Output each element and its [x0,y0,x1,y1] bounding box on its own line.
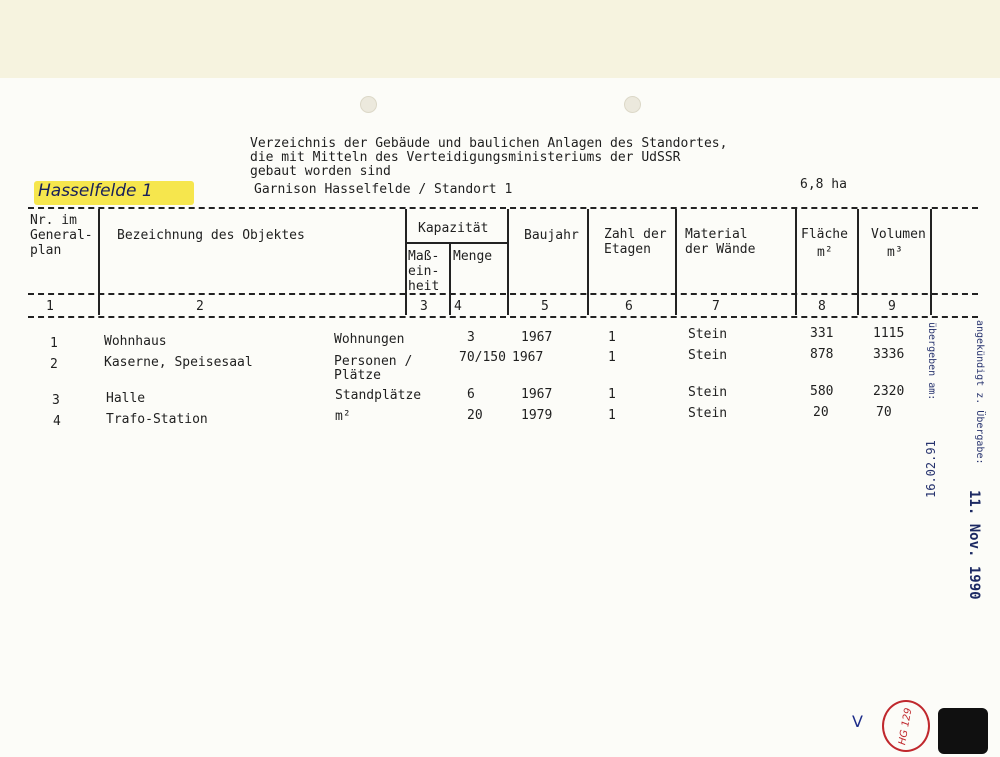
red-circle-stamp [882,700,930,752]
header-menge: Menge [453,249,493,264]
stamp-date-large: 11. Nov. 1990 [966,490,982,600]
header-masseinheit-2: ein- [408,264,440,279]
colnum-4: 4 [454,299,462,314]
table-row-amount: 20 [467,408,483,423]
table-row-year: 1967 [521,387,553,402]
table-row-year: 1967 [512,350,544,365]
table-row-unit: Wohnungen [334,332,405,347]
header-bottom-rule [28,293,978,295]
header-volumen-2: m³ [887,245,903,260]
header-masseinheit-1: Maß- [408,249,440,264]
table-row-unit: m² [335,409,351,424]
title-line-3: gebaut worden sind [250,164,391,179]
table-row-unit: Standplätze [335,388,422,403]
col-sep-4 [507,209,509,315]
table-row-unit: Personen / [334,354,413,369]
col-sep-2 [405,209,407,315]
black-tab [938,708,988,754]
kapazitaet-rule [406,242,508,244]
colnum-6: 6 [625,299,633,314]
header-etagen-2: Etagen [604,242,651,257]
header-etagen-1: Zahl der [604,227,667,242]
table-row-amount: 70/150 [459,350,506,365]
stamp-uebergeben: übergeben am: [926,322,937,401]
table-row-name: Kaserne, Speisesaal [104,355,253,370]
table-row-amount: 3 [467,330,475,345]
table-row-name: Wohnhaus [104,334,167,349]
title-line-2: die mit Mitteln des Verteidigungsministeriums der UdSSR [250,150,681,165]
table-row-material: Stein [688,327,728,342]
header-nr-3: plan [30,243,62,258]
colnum-7: 7 [712,299,720,314]
col-sep-3 [449,244,451,315]
table-row-nr: 1 [50,336,58,351]
table-row-area: 580 [810,384,834,399]
header-baujahr: Baujahr [524,228,579,243]
colnum-8: 8 [818,299,826,314]
punch-hole-left [360,96,377,113]
colnum-5: 5 [541,299,549,314]
col-sep-8 [857,209,859,315]
table-row-volume: 2320 [873,384,905,399]
header-flaeche-2: m² [817,245,833,260]
colnum-9: 9 [888,299,896,314]
header-nr-2: General- [30,228,93,243]
handwritten-location: Hasselfelde 1 [38,181,153,201]
background-sheet [0,0,1000,80]
punch-hole-right [624,96,641,113]
header-kapazitaet: Kapazität [418,221,489,236]
col-sep-1 [98,209,100,315]
table-row-floors: 1 [608,387,616,402]
table-row-nr: 4 [53,414,61,429]
colnum-3: 3 [420,299,428,314]
table-row-unit-2: Plätze [334,368,381,383]
header-material-2: der Wände [685,242,756,257]
table-row-material: Stein [688,385,728,400]
table-row-material: Stein [688,348,728,363]
table-top-rule [28,207,978,209]
table-row-area: 878 [810,347,834,362]
garrison-line: Garnison Hasselfelde / Standort 1 [254,182,513,197]
table-row-volume: 70 [876,405,892,420]
table-row-area: 331 [810,326,834,341]
table-row-name: Trafo-Station [106,412,208,427]
header-material-1: Material [685,227,748,242]
header-flaeche-1: Fläche [801,227,848,242]
table-row-nr: 3 [52,393,60,408]
colnum-1: 1 [46,299,54,314]
colnum-2: 2 [196,299,204,314]
table-row-year: 1967 [521,330,553,345]
table-row-nr: 2 [50,357,58,372]
col-sep-9 [930,209,932,315]
table-row-area: 20 [813,405,829,420]
table-row-floors: 1 [608,350,616,365]
table-row-volume: 3336 [873,347,905,362]
table-row-material: Stein [688,406,728,421]
circle-code: HG 129 [897,706,915,746]
table-row-year: 1979 [521,408,553,423]
header-bezeichnung: Bezeichnung des Objektes [117,228,305,243]
area-total: 6,8 ha [800,177,847,192]
header-volumen-1: Volumen [871,227,926,242]
col-sep-6 [675,209,677,315]
table-row-amount: 6 [467,387,475,402]
title-line-1: Verzeichnis der Gebäude und baulichen Anlagen des Standortes, [250,136,728,151]
header-masseinheit-3: heit [408,279,440,294]
stamp-uebergabe: angekündigt z. Übergabe: [974,320,985,465]
table-row-name: Halle [106,391,146,406]
check-mark: V [852,712,863,731]
col-sep-7 [795,209,797,315]
table-row-floors: 1 [608,408,616,423]
colnum-bottom-rule [28,316,978,318]
table-row-volume: 1115 [873,326,905,341]
table-row-floors: 1 [608,330,616,345]
stamp-date-small: 16.02.91 [924,440,938,498]
header-nr-1: Nr. im [30,213,77,228]
col-sep-5 [587,209,589,315]
